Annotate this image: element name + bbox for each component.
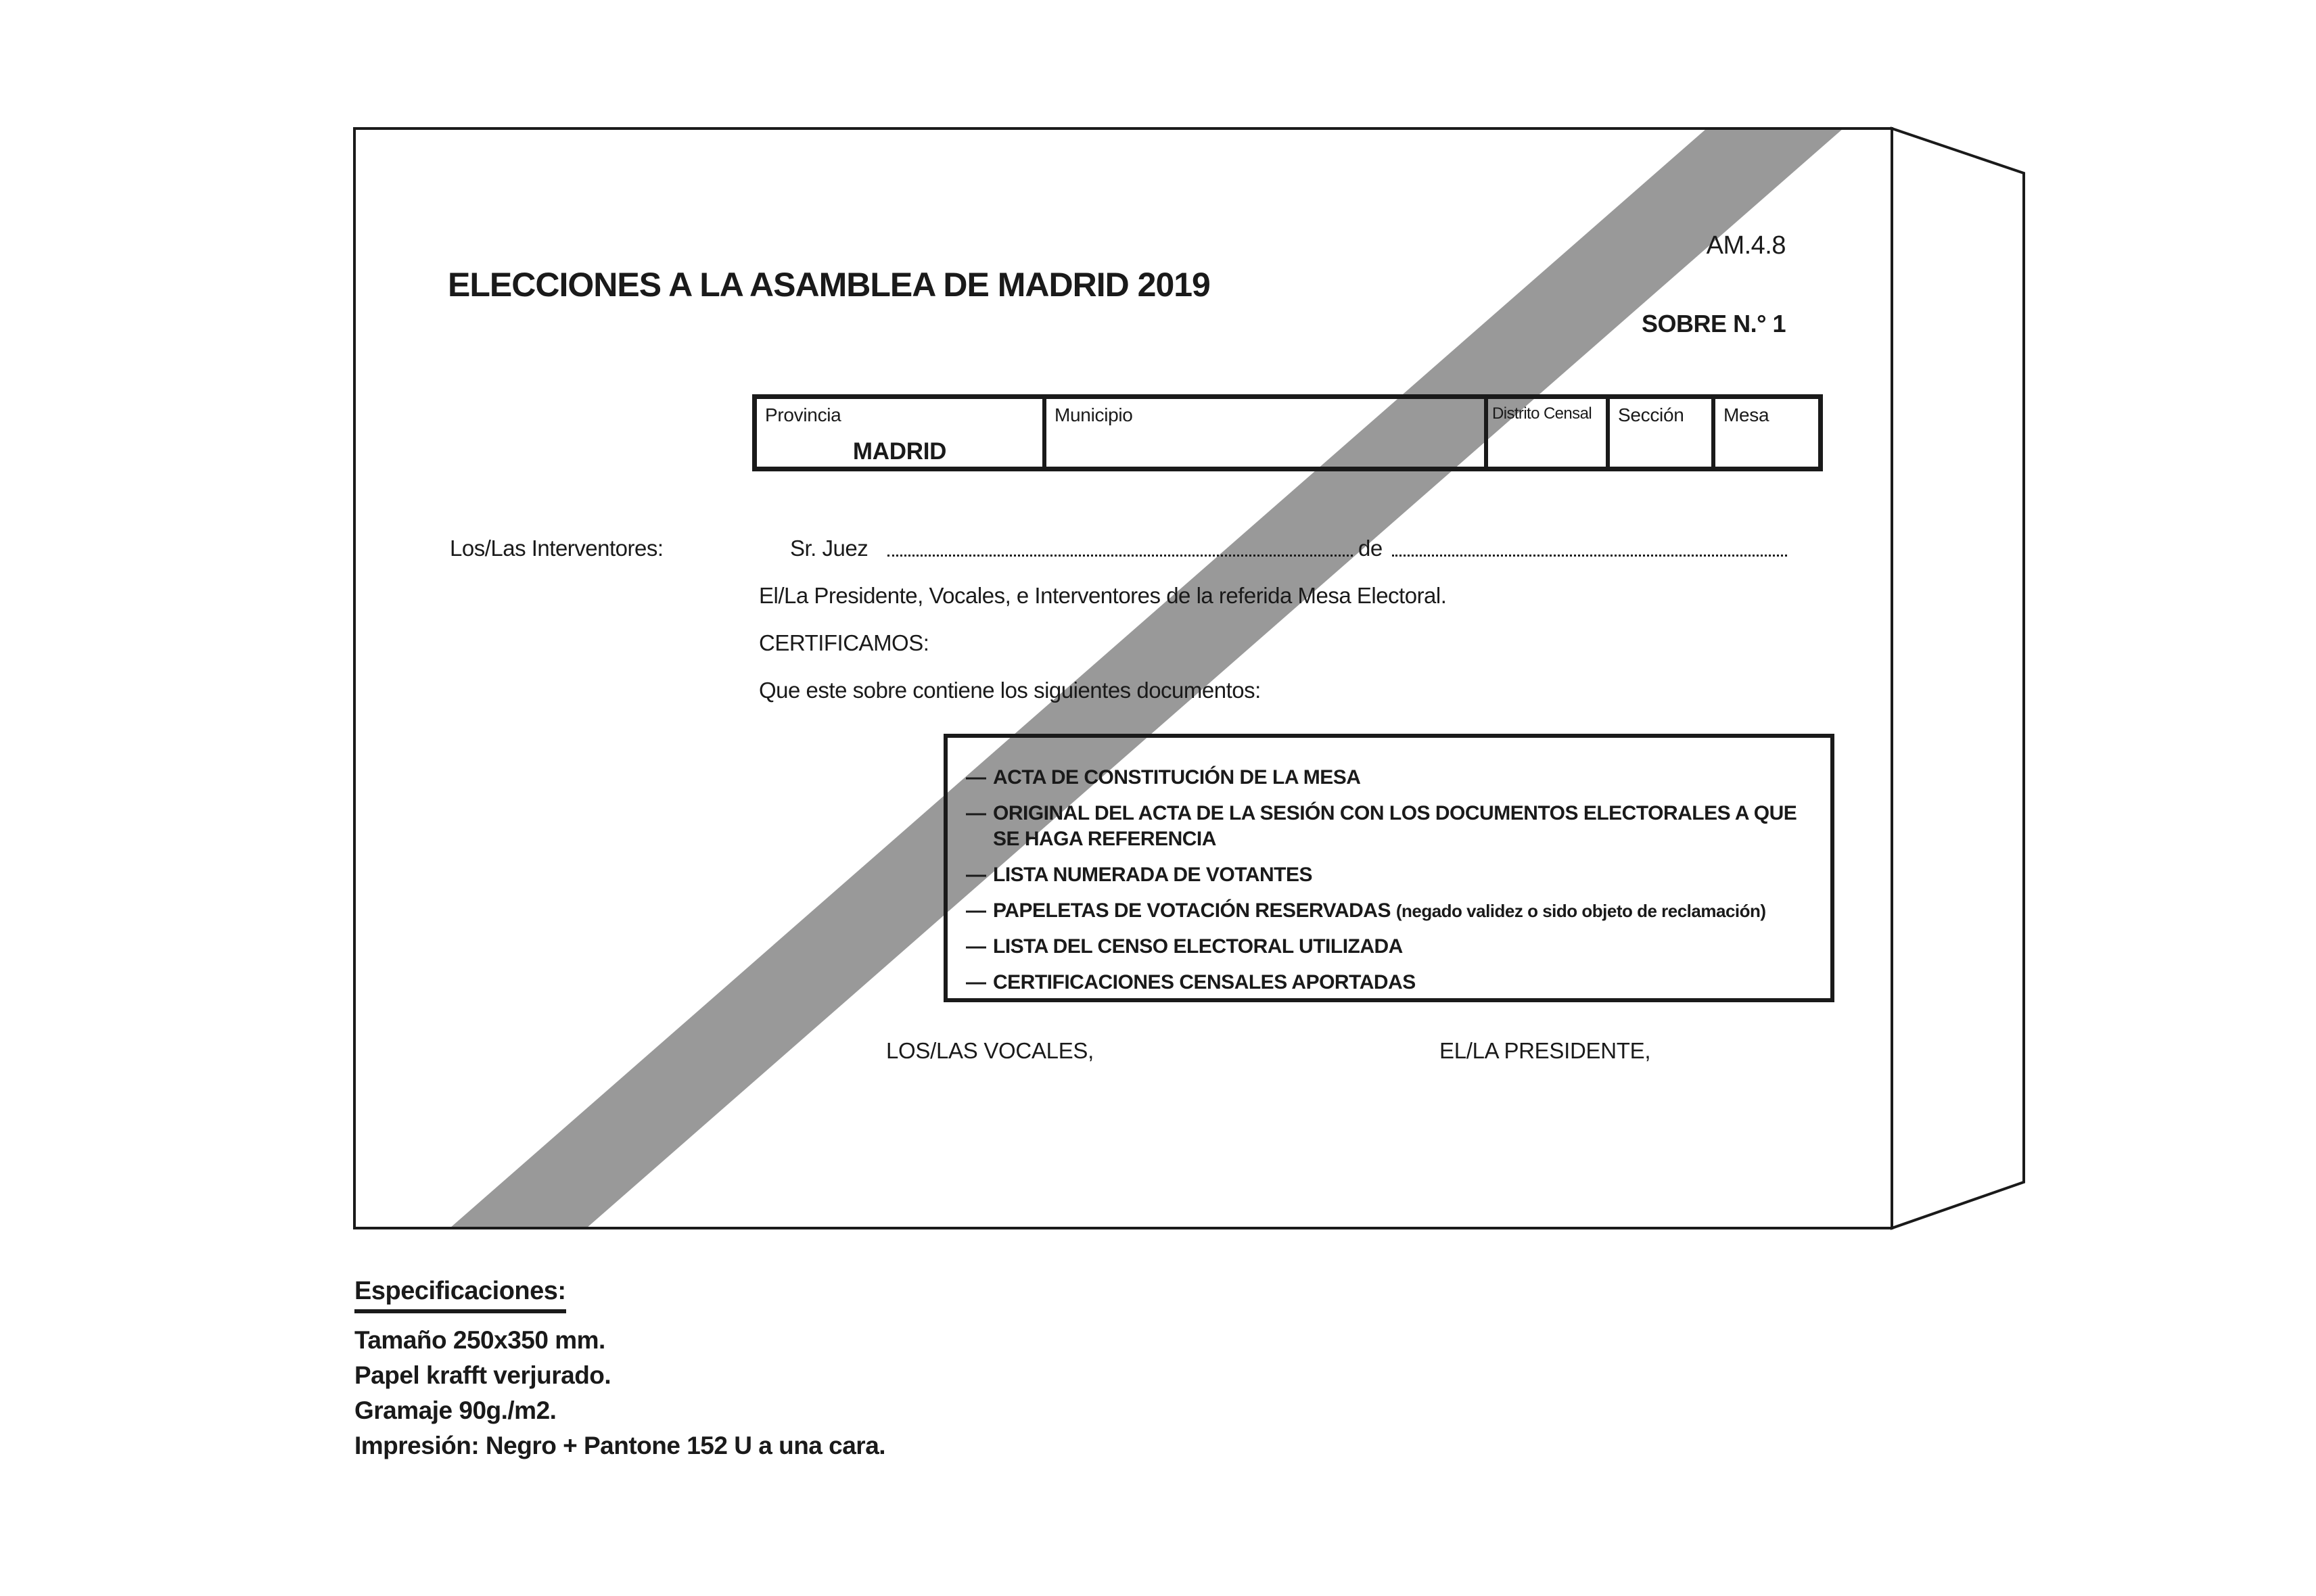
contents-intro-line: Que este sobre contiene los siguientes documentos:	[759, 678, 1261, 703]
documents-box	[944, 734, 1834, 1002]
envelope-number: SOBRE N.° 1	[1642, 310, 1786, 337]
document-item-text: LISTA NUMERADA DE VOTANTES	[993, 864, 1312, 886]
judge-place-dotted-line	[1392, 534, 1787, 557]
table-cell-municipio	[1046, 399, 1488, 467]
spec-line-paper: Papel krafft verjurado.	[354, 1361, 611, 1389]
dash-bullet: —	[966, 935, 986, 958]
table-cell-seccion	[1610, 399, 1715, 467]
document-item	[966, 970, 1810, 995]
judge-name-dotted-line	[887, 534, 1353, 557]
table-cell-provincia	[757, 399, 1046, 467]
distrito-censal-label: Distrito Censal	[1492, 404, 1592, 423]
document-item-text: ORIGINAL DEL ACTA DE LA SESIÓN CON LOS DOCUMENTOS ELECTORALES A QUE SE HAGA REFERENCIA	[993, 802, 1797, 850]
document-item	[966, 765, 1810, 791]
document-item	[966, 898, 1810, 924]
mesa-label: Mesa	[1723, 404, 1769, 425]
document-item-text: LISTA DEL CENSO ELECTORAL UTILIZADA	[993, 935, 1403, 958]
dash-bullet: —	[966, 766, 986, 789]
judge-prefix: Sr. Juez	[790, 536, 868, 561]
header-table	[752, 394, 1823, 471]
document-item	[966, 801, 1810, 852]
form-code: AM.4.8	[1706, 231, 1786, 260]
document-item-note: (negado validez o sido objeto de reclamación)	[1395, 901, 1766, 921]
dash-bullet: —	[966, 971, 986, 993]
specifications-heading: Especificaciones:	[354, 1277, 566, 1313]
document-item-text: PAPELETAS DE VOTACIÓN RESERVADAS (negado validez o sido objeto de reclamación)	[993, 899, 1766, 922]
spec-line-size: Tamaño 250x350 mm.	[354, 1326, 605, 1354]
specifications-block	[354, 1277, 885, 1463]
document-item	[966, 862, 1810, 888]
signature-presidente: EL/LA PRESIDENTE,	[1439, 1038, 1651, 1063]
signature-vocales: LOS/LAS VOCALES,	[886, 1038, 1094, 1063]
provincia-value: MADRID	[852, 438, 947, 465]
envelope-side-flap	[1892, 128, 2024, 1228]
municipio-label: Municipio	[1055, 404, 1133, 425]
table-cell-mesa	[1715, 399, 1818, 467]
certificamos-line: CERTIFICAMOS:	[759, 630, 929, 655]
spec-line-weight: Gramaje 90g./m2.	[354, 1396, 557, 1424]
seccion-label: Sección	[1618, 404, 1684, 425]
certifying-members-line: El/La Presidente, Vocales, e Interventores de la referida Mesa Electoral.	[759, 583, 1447, 608]
document-item	[966, 934, 1810, 960]
judge-connector: de	[1358, 536, 1383, 561]
provincia-label: Provincia	[765, 404, 841, 425]
table-cell-distrito-censal	[1488, 399, 1610, 467]
interventores-label: Los/Las Interventores:	[450, 536, 664, 561]
document-item-text: CERTIFICACIONES CENSALES APORTADAS	[993, 971, 1416, 993]
page-title: ELECCIONES A LA ASAMBLEA DE MADRID 2019	[448, 266, 1210, 304]
dash-bullet: —	[966, 899, 986, 922]
dash-bullet: —	[966, 864, 986, 886]
dash-bullet: —	[966, 802, 986, 824]
document-item-text: ACTA DE CONSTITUCIÓN DE LA MESA	[993, 766, 1361, 789]
spec-line-printing: Impresión: Negro + Pantone 152 U a una cara.	[354, 1432, 886, 1459]
